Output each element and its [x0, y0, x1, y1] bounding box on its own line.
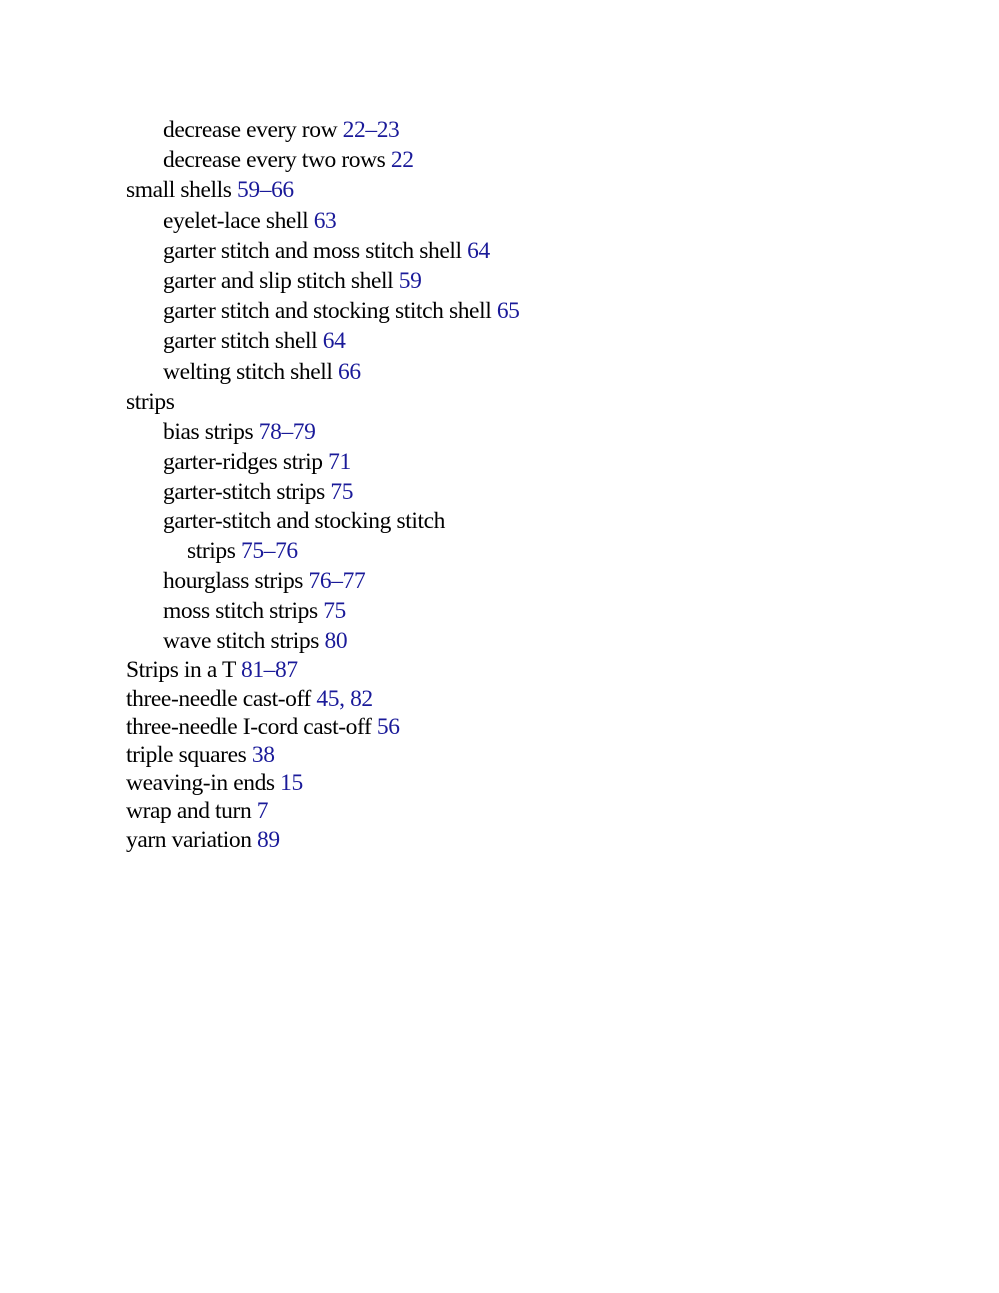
- index-entry: [126, 685, 886, 713]
- index-term: garter-stitch strips: [163, 479, 325, 506]
- index-term: wave stitch strips: [163, 628, 319, 655]
- index-term: yarn variation: [126, 826, 252, 853]
- index-term: garter stitch and stocking stitch shell: [163, 298, 492, 325]
- index-entry: [126, 417, 886, 447]
- index-entry: [126, 266, 886, 296]
- page-link[interactable]: 78–79: [258, 418, 316, 445]
- page-link[interactable]: 64: [322, 328, 346, 355]
- page-link[interactable]: 65: [496, 298, 520, 325]
- index-term: weaving-in ends: [126, 770, 275, 797]
- index-entry: [126, 507, 886, 535]
- page-link[interactable]: 81–87: [240, 657, 298, 684]
- index-term: garter stitch shell: [163, 328, 318, 355]
- index-term: three-needle cast-off: [126, 685, 311, 712]
- page-link[interactable]: 22–23: [342, 117, 400, 143]
- index-term: hourglass strips: [163, 567, 304, 594]
- page-link[interactable]: 71: [328, 449, 351, 476]
- page-link[interactable]: 22: [390, 147, 414, 174]
- index-entry: [126, 387, 886, 417]
- index-entry: [126, 626, 886, 656]
- index-entry: [126, 145, 886, 175]
- index-entry: [126, 713, 886, 741]
- index-entry: [126, 206, 886, 236]
- page-link[interactable]: 63: [313, 207, 337, 234]
- page-link[interactable]: 56: [376, 713, 400, 740]
- index-term: moss stitch strips: [163, 598, 318, 624]
- page-link[interactable]: 64: [467, 237, 490, 264]
- index-entry: [126, 536, 886, 566]
- index-term: welting stitch shell: [163, 358, 333, 385]
- index-entry: [126, 797, 886, 825]
- index-term: bias strips: [163, 418, 254, 445]
- index-entry: [126, 236, 886, 266]
- index-entry: [126, 326, 886, 356]
- index-entry: [126, 769, 886, 797]
- page-link[interactable]: 75: [330, 479, 354, 506]
- index-entry: [126, 656, 886, 684]
- index-entry: [126, 115, 886, 145]
- index-page: [126, 115, 886, 854]
- index-term: wrap and turn: [126, 798, 252, 825]
- index-list: [126, 115, 886, 854]
- index-entry: [126, 175, 886, 205]
- page-link[interactable]: 7: [256, 798, 269, 825]
- index-entry: [126, 566, 886, 596]
- index-term: Strips in a T: [126, 657, 236, 684]
- page-link[interactable]: 80: [324, 628, 348, 655]
- page-link[interactable]: 38: [251, 741, 275, 768]
- index-term: garter-stitch and stocking stitch: [163, 508, 445, 535]
- index-term: triple squares: [126, 741, 247, 768]
- page-link[interactable]: 76–77: [308, 567, 366, 594]
- index-term: small shells: [126, 177, 232, 204]
- index-term: garter and slip stitch shell: [163, 267, 394, 294]
- index-term: strips: [187, 537, 236, 564]
- index-entry: [126, 826, 886, 854]
- index-entry: [126, 596, 886, 626]
- page-separator: ,: [339, 685, 351, 712]
- page-link[interactable]: 59–66: [237, 177, 294, 204]
- index-term: decrease every row: [163, 117, 338, 143]
- page-link[interactable]: 75: [323, 598, 346, 624]
- page-link[interactable]: 75–76: [241, 537, 298, 564]
- index-term: garter stitch and moss stitch shell: [163, 237, 462, 264]
- index-entry: [126, 741, 886, 769]
- page-link[interactable]: 82: [350, 685, 373, 712]
- index-entry: [126, 477, 886, 507]
- index-term: strips: [126, 388, 175, 415]
- index-term: three-needle I-cord cast-off: [126, 713, 372, 740]
- index-entry: [126, 296, 886, 326]
- page-link[interactable]: 66: [338, 358, 361, 385]
- page-link[interactable]: 59: [398, 267, 422, 294]
- index-term: decrease every two rows: [163, 147, 386, 174]
- page-link[interactable]: 89: [257, 826, 280, 853]
- index-entry: [126, 357, 886, 387]
- page-link[interactable]: 45: [316, 685, 340, 712]
- index-term: garter-ridges strip: [163, 449, 323, 476]
- index-term: eyelet-lace shell: [163, 207, 309, 234]
- index-entry: [126, 447, 886, 477]
- page-link[interactable]: 15: [280, 770, 303, 797]
